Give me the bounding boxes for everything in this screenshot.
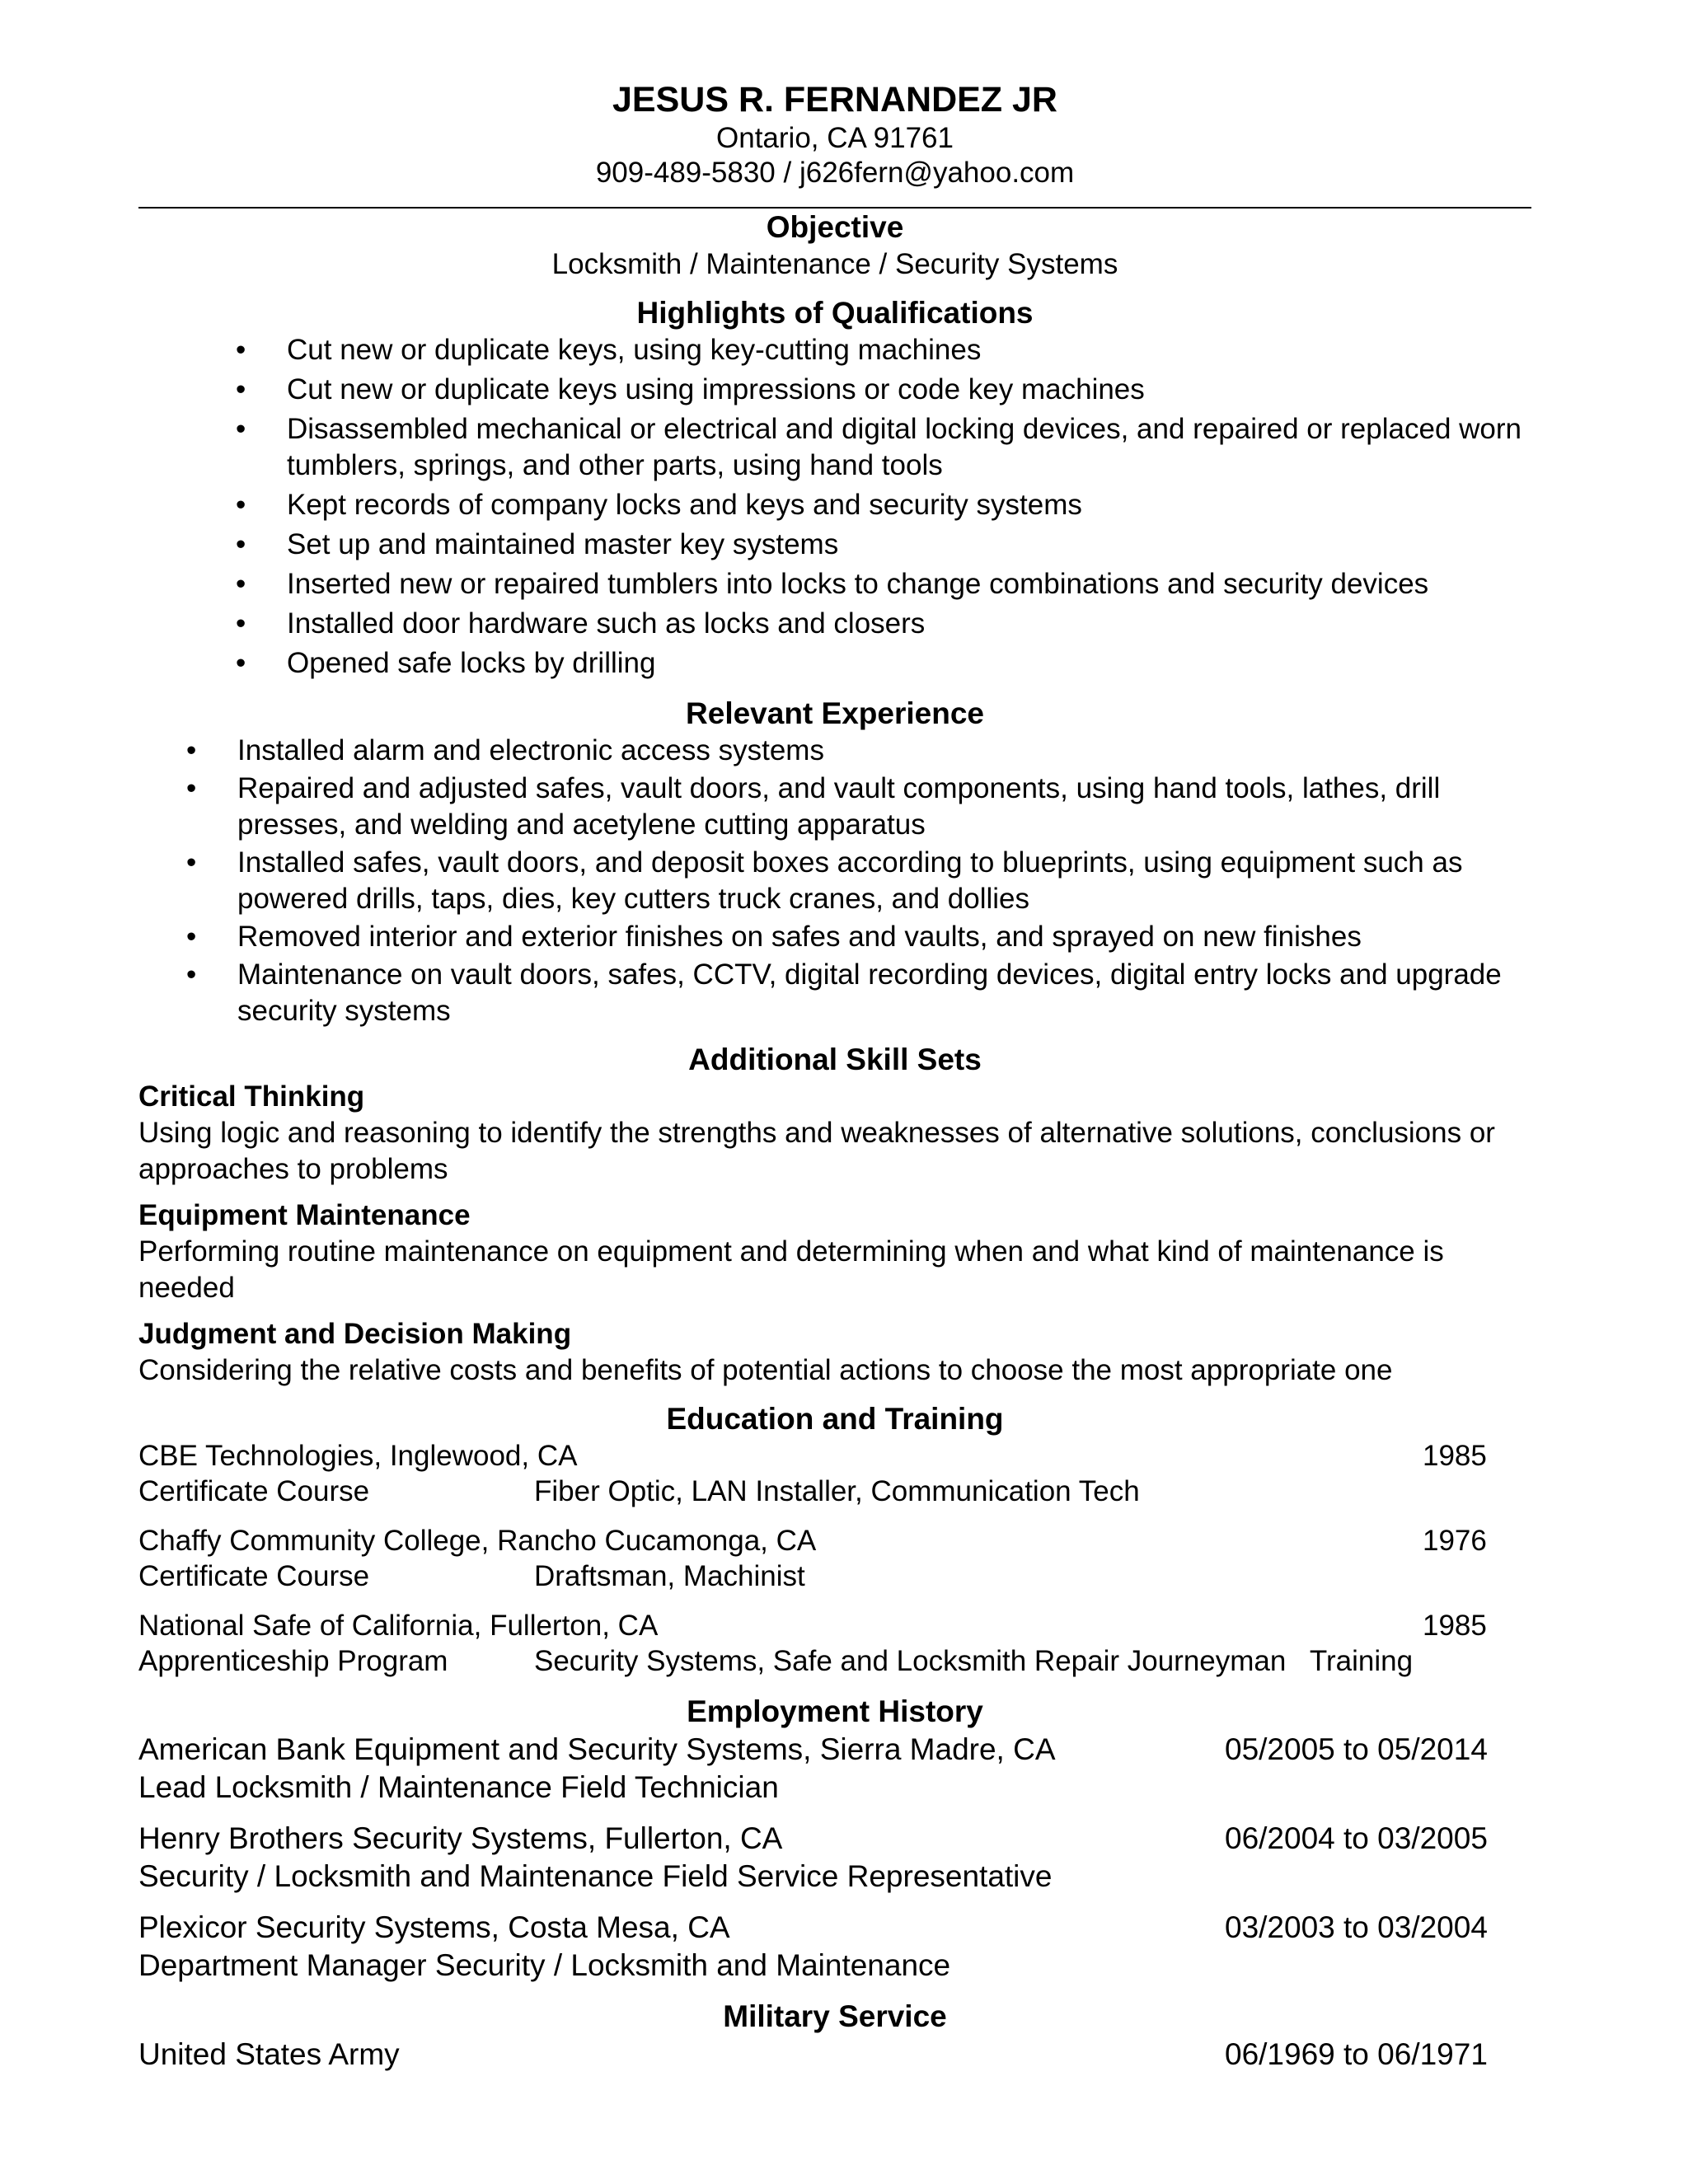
qualifications-heading: Highlights of Qualifications (636, 296, 1034, 330)
program-type: Apprenticeship Program (138, 1645, 448, 1677)
employment-dates: 05/2005 to 05/2014 (1225, 1732, 1488, 1766)
job-title: Department Manager Security / Locksmith and Maintenance (138, 1948, 951, 1982)
skill-description: Using logic and reasoning to identify the strengths and weaknesses of alternative solutions, conclusions or approaches to problems (138, 1117, 1495, 1185)
bullet-icon: • (186, 734, 197, 766)
list-item: • Set up and maintained master key systems (138, 527, 1531, 563)
bullet-icon: • (236, 373, 246, 405)
bullet-icon: • (186, 958, 197, 991)
experience-list (138, 733, 1531, 1029)
bullet-icon: • (186, 772, 197, 804)
employment-entry (138, 1731, 1531, 1807)
skills-heading: Additional Skill Sets (688, 1043, 982, 1076)
skill-description: Considering the relative costs and benefits of potential actions to choose the most appropriate one (138, 1354, 1393, 1386)
skill-item (138, 1316, 1531, 1389)
employment-dates: 03/2003 to 03/2004 (1225, 1910, 1488, 1944)
employment-dates: 06/2004 to 03/2005 (1225, 1821, 1488, 1855)
list-item: • Removed interior and exterior finishes on safes and vaults, and sprayed on new finishes (138, 919, 1531, 955)
objective-heading: Objective (766, 210, 904, 244)
objective-text: Locksmith / Maintenance / Security Systems (551, 248, 1118, 280)
education-year: 1985 (1423, 1440, 1487, 1472)
employment-heading: Employment History (687, 1694, 983, 1728)
list-item: • Repaired and adjusted safes, vault doors, and vault components, using hand tools, lathes, drill presses, and welding and acetylene cutting apparatus (186, 772, 1441, 841)
bullet-icon: • (186, 846, 197, 879)
list-item: • Installed safes, vault doors, and deposit boxes according to blueprints, using equipment such as powered drills, taps, dies, key cutters truck cranes, and dollies (186, 846, 1463, 915)
school-name: Chaffy Community College, Rancho Cucamonga, CA (138, 1525, 817, 1557)
candidate-contact: 909-489-5830 / j626fern@yahoo.com (595, 157, 1075, 189)
education-year: 1976 (1423, 1525, 1487, 1557)
program-type: Certificate Course (138, 1560, 370, 1592)
education-entry (138, 1608, 1531, 1679)
bullet-icon: • (186, 921, 197, 953)
list-item: • Installed alarm and electronic access systems (138, 733, 1531, 769)
skill-title: Judgment and Decision Making (138, 1318, 572, 1350)
resume-content (138, 78, 1531, 2087)
military-branch: United States Army (138, 2037, 400, 2071)
qualifications-list (138, 332, 1531, 682)
list-item: • Inserted new or repaired tumblers into locks to change combinations and security devices (138, 566, 1531, 602)
list-item: • Cut new or duplicate keys, using key-cutting machines (138, 332, 1531, 368)
job-title: Security / Locksmith and Maintenance Field Service Representative (138, 1859, 1053, 1893)
employment-entry (138, 1909, 1531, 1985)
bullet-icon: • (236, 489, 246, 521)
program-type: Certificate Course (138, 1475, 370, 1507)
candidate-location: Ontario, CA 91761 (716, 122, 954, 154)
employer-name: Plexicor Security Systems, Costa Mesa, CA (138, 1910, 730, 1944)
education-heading: Education and Training (666, 1402, 1004, 1436)
education-year: 1985 (1423, 1610, 1487, 1642)
skill-title: Equipment Maintenance (138, 1199, 471, 1231)
education-entry (138, 1523, 1531, 1594)
candidate-name: JESUS R. FERNANDEZ JR (612, 80, 1057, 120)
employer-name: American Bank Equipment and Security Systems, Sierra Madre, CA (138, 1732, 1056, 1766)
list-item: • Disassembled mechanical or electrical and digital locking devices, and repaired or replaced worn tumblers, springs, and other parts, using hand tools (236, 413, 1522, 481)
bullet-icon: • (236, 334, 246, 366)
school-name: CBE Technologies, Inglewood, CA (138, 1440, 578, 1472)
list-item: • Maintenance on vault doors, safes, CCTV, digital recording devices, digital entry locks and upgrade security systems (186, 958, 1502, 1027)
employer-name: Henry Brothers Security Systems, Fullerton, CA (138, 1821, 783, 1855)
skill-item (138, 1197, 1531, 1306)
military-heading: Military Service (723, 1999, 947, 2033)
list-item: • Installed door hardware such as locks and closers (138, 606, 1531, 642)
skill-description: Performing routine maintenance on equipment and determining when and what kind of maintenance is needed (138, 1235, 1444, 1304)
program-detail: Fiber Optic, LAN Installer, Communication Tech (534, 1475, 1140, 1507)
experience-heading: Relevant Experience (686, 696, 984, 730)
school-name: National Safe of California, Fullerton, CA (138, 1610, 659, 1642)
employment-entry (138, 1820, 1531, 1896)
skill-item (138, 1079, 1531, 1188)
list-item: • Opened safe locks by drilling (138, 645, 1531, 682)
program-detail: Draftsman, Machinist (534, 1560, 805, 1592)
bullet-icon: • (236, 528, 246, 560)
skill-title: Critical Thinking (138, 1080, 365, 1113)
bullet-icon: • (236, 413, 246, 445)
bullet-icon: • (236, 607, 246, 640)
bullet-icon: • (236, 647, 246, 679)
list-item: • Kept records of company locks and keys and security systems (138, 487, 1531, 523)
education-entry (138, 1438, 1531, 1509)
military-dates: 06/1969 to 06/1971 (1225, 2037, 1488, 2071)
program-detail: Security Systems, Safe and Locksmith Repair Journeyman Training (534, 1645, 1414, 1677)
job-title: Lead Locksmith / Maintenance Field Technician (138, 1770, 779, 1804)
list-item: • Cut new or duplicate keys using impressions or code key machines (138, 372, 1531, 408)
bullet-icon: • (236, 568, 246, 600)
military-entry (138, 2036, 1531, 2074)
